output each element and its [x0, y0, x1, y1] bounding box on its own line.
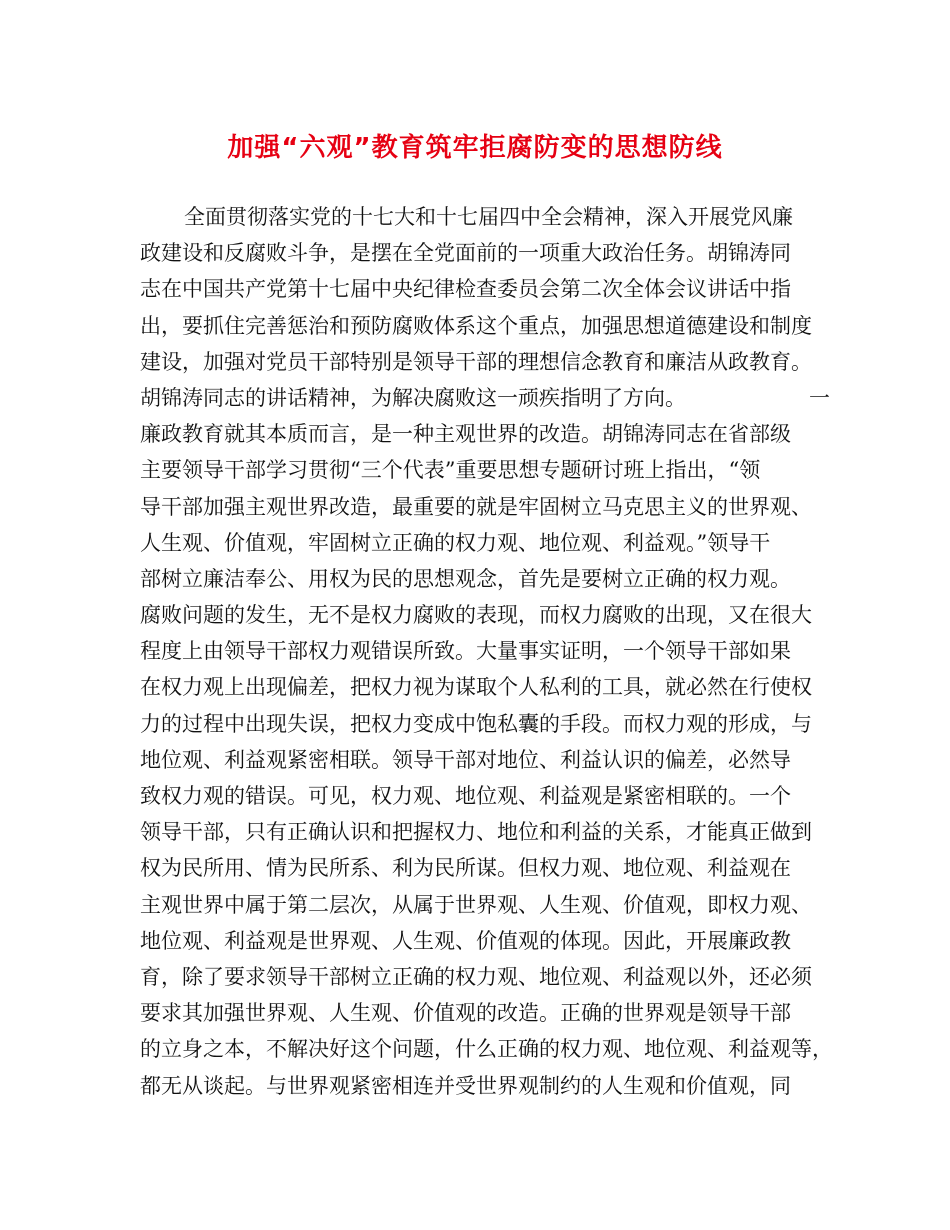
- body-line: 政建设和反腐败斗争，是摆在全党面前的一项重大政治任务。胡锦涛同: [140, 241, 791, 266]
- body-line: 部树立廉洁奉公、用权为民的思想观念，首先是要树立正确的权力观。: [140, 566, 791, 591]
- body-line: 导干部加强主观世界改造，最重要的就是牢固树立马克思主义的世界观、: [140, 494, 812, 519]
- body-line: 主要领导干部学习贯彻“三个代表”重要思想专题研讨班上指出，“领: [140, 458, 761, 483]
- body-line: 主观世界中属于第二层次，从属于世界观、人生观、价值观，即权力观、: [140, 892, 812, 917]
- document-body: [140, 199, 833, 1104]
- body-line: 育，除了要求领导干部树立正确的权力观、地位观、利益观以外，还必须: [140, 964, 812, 989]
- document-title: 加强“六观”教育筑牢拒腐防变的思想防线: [227, 133, 723, 163]
- body-line: 权为民所用、情为民所系、利为民所谋。但权力观、地位观、利益观在: [140, 856, 791, 881]
- body-line: 建设，加强对党员干部特别是领导干部的理想信念教育和廉洁从政教育。: [140, 349, 812, 374]
- body-line: 地位观、利益观是世界观、人生观、价值观的体现。因此，开展廉政教: [140, 928, 791, 953]
- body-line: 出，要抓住完善惩治和预防腐败体系这个重点，加强思想道德建设和制度: [140, 313, 812, 338]
- body-line: 腐败问题的发生，无不是权力腐败的表现，而权力腐败的出现，又在很大: [140, 603, 812, 628]
- body-line-text: 胡锦涛同志的讲话精神，为解决腐败这一顽疾指明了方向。: [140, 385, 686, 410]
- body-line-trailing-char: 一: [809, 385, 830, 410]
- body-line: 的立身之本，不解决好这个问题，什么正确的权力观、地位观、利益观等，: [140, 1037, 833, 1062]
- body-line: 程度上由领导干部权力观错误所致。大量事实证明，一个领导干部如果: [140, 639, 791, 664]
- body-line: 要求其加强世界观、人生观、价值观的改造。正确的世界观是领导干部: [140, 1001, 791, 1026]
- body-line: 在权力观上出现偏差，把权力视为谋取个人私利的工具，就必然在行使权: [140, 675, 812, 700]
- body-line: 人生观、价值观，牢固树立正确的权力观、地位观、利益观。”领导干: [140, 530, 771, 555]
- body-line: 廉政教育就其本质而言，是一种主观世界的改造。胡锦涛同志在省部级: [140, 422, 791, 447]
- body-line: 全面贯彻落实党的十七大和十七届四中全会精神，深入开展党风廉: [184, 205, 793, 229]
- body-line: 地位观、利益观紧密相联。领导干部对地位、利益认识的偏差，必然导: [140, 747, 791, 772]
- body-line: 力的过程中出现失误，把权力变成中饱私囊的手段。而权力观的形成，与: [140, 711, 812, 736]
- body-line: 都无从谈起。与世界观紧密相连并受世界观制约的人生观和价值观，同: [140, 1073, 791, 1098]
- body-line: 志在中国共产党第十七届中央纪律检查委员会第二次全体会议讲话中指: [140, 277, 791, 302]
- body-line: 领导干部，只有正确认识和把握权力、地位和利益的关系，才能真正做到: [140, 820, 812, 845]
- body-line: 致权力观的错误。可见，权力观、地位观、利益观是紧密相联的。一个: [140, 784, 791, 808]
- body-line: [140, 380, 830, 416]
